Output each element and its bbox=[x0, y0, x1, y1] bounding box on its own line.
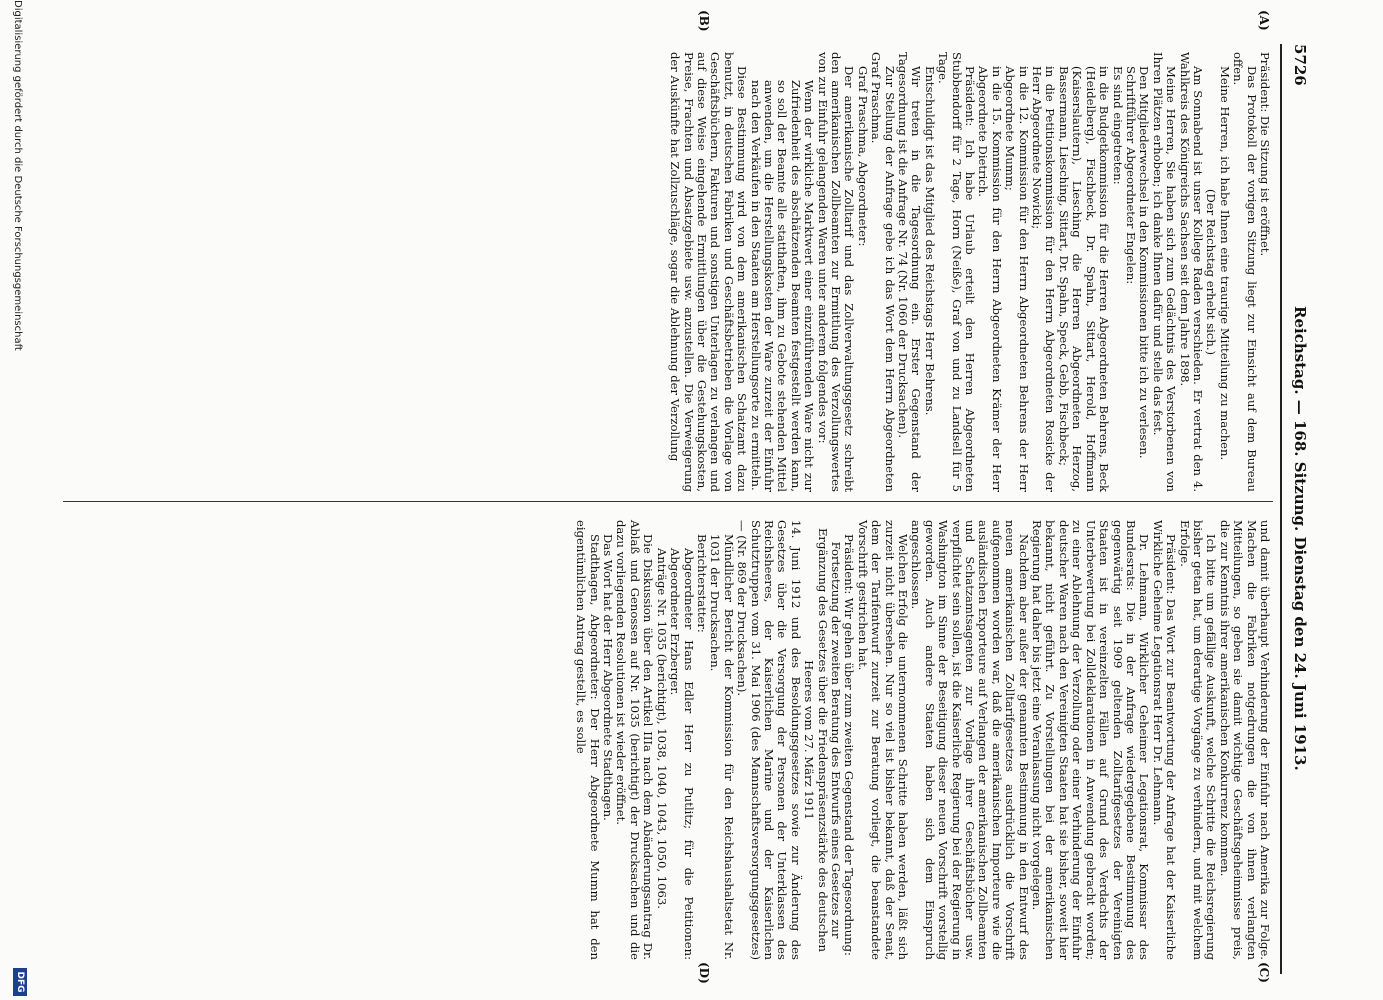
paragraph: Diese Bestimmung wird von dem amerikanischen Schatzamt dazu benutzt, in deutschen Fabriken und Geschäftsbetrieben die Vorlage von Geschäftsbüchern, Fakturen und sonstigen Unterlagen zu verlangen und auf diese Weise eingehende Ermittlungen über die Gestehungskosten, Preise, Frachten und Absatzgebiete usw. anzustellen. Die Verweigerung der Auskünfte hat Zollzuschläge, sogar die Ablehnung der Verzollung bbox=[668, 52, 750, 492]
paragraph: Präsident: Die Sitzung ist eröffnet. bbox=[1258, 52, 1272, 257]
paragraph: Nachdem aber außer der genannten Bestimmung in den Entwurf des neuen amerikanischen Zolltarifgesetzes ausdrücklich die Vorschrift aufgenommen worden war, daß die amerikanischen Importeure wie die ausländischen Exporteure auf Verlangen der amerikanischen Zollbeamten und Schatzamtsagenten zur Vorlage ihrer Geschäftsbücher usw. verpflichtet sein sollen, ist die Kaiserliche Regierung bei der Regierung in Washington im Sinne der Beseitigung dieser neuen Vorschrift vorstellig geworden. Auch andere Staaten haben sich dem Einspruch angeschlossen. bbox=[909, 520, 1031, 960]
speaker-line: Graf Praschma, Abgeordneter: bbox=[855, 66, 870, 247]
paragraph: in die Budgetkommission für die Herren Abgeordneten Behrens, Beck (Heidelberg), Fischbeck, Dr. Spahn, Sittart, Herold, Hoffmann (Kaiserslautern), Liesching die Herren Abgeordneten Herzog, Bassermann, Liesching, Sittart, Dr. Spahn, Speck, Gebb, Fischbeck; bbox=[1056, 66, 1112, 492]
paragraph: Ich bitte um gefällige Auskunft, welche Schritte die Reichsregierung bisher getan hat, um derartige Vorgänge zu verhindern, und mit welchem Erfolge. bbox=[1177, 520, 1219, 960]
margin-marker-b: (B) bbox=[697, 10, 711, 32]
paragraph: Welchen Erfolg die unternommenen Schritte haben werden, läßt sich zurzeit nicht übersehen. Nur so viel ist bisher bekannt, daß der Senat, dem der Tarifentwurf zurzeit zur Beratung vorliegt, die beanstandete Vorschrift gestrichen hat. bbox=[855, 520, 911, 960]
paragraph: und damit überhaupt Verhinderung der Einfuhr nach Amerika zur Folge. Machen die Fabriken notgedrungen die von ihnen verlangten Mitteilungen, so geben sie damit wichtige Geschäftsgeheimnisse preis, die zur Kenntnis ihrer amerikanischen Konkurrenz kommen. bbox=[1217, 520, 1272, 960]
paragraph: Meine Herren, ich habe Ihnen eine traurige Mitteilung zu machen. bbox=[1217, 66, 1232, 461]
paragraph: Das Wort hat der Herr Abgeordnete Stadthagen. bbox=[601, 534, 616, 821]
header-rule bbox=[1280, 44, 1282, 974]
paragraph: Der amerikanische Zolltarif und das Zollverwaltungsgesetz schreibt den amerikanischen Zollbeamten zur Ermittlung des Verzollungswertes von zur Einfuhr gelangenden Waren unter anderem folgendes vor: bbox=[815, 52, 857, 492]
column-divider bbox=[63, 501, 1273, 502]
paragraph: Entschuldigt ist das Mitglied des Reichstags Herr Behrens. bbox=[922, 66, 937, 416]
paragraph: Wir treten in die Tagesordnung ein. Erster Gegenstand der Tagesordnung ist die Anfrage Nr. 74 (Nr. 1060 der Drucksachen). bbox=[896, 52, 924, 492]
left-column bbox=[668, 52, 1271, 492]
paragraph: Dr. Lehmann, Wirklicher Geheimer Legationsrat, Kommissar des Bundesrats: Die in der Anfrage wiedergegebene Bestimmung des gegenwärtig seit 1909 geltenden Zolltarifgesetzes der Vereinigten Staaten ist in vereinzelten Fällen auf Grund des Verdachts der Unterbewertung bei Zolldeklarationen in Anwendung gebracht worden; zu einer Ablehnung der Verzollung oder einer Verhinderung der Einfuhr deutscher Waren nach den Vereinigten Staaten hat sie bisher, soweit hier bekannt, nicht geführt. Zu Vorstellungen bei der amerikanischen Regierung hat daher bis jetzt eine Veranlassung nicht vorgelegen. bbox=[1030, 520, 1152, 960]
speaker-line: Schriftführer Abgeordneter Engelen: bbox=[1123, 66, 1138, 285]
paragraph: Es sind eingetreten: bbox=[1110, 66, 1125, 185]
paragraph: in die 12. Kommission für den Herrn Abgeordneten Behrens der Herr Abgeordnete Mumm; bbox=[1003, 66, 1031, 492]
stage-direction: (Der Reichstag erhebt sich.) bbox=[1204, 188, 1219, 356]
margin-marker-c: (C) bbox=[1257, 962, 1271, 983]
paragraph: in die 15. Kommission für den Herrn Abgeordneten Krämer der Herr Abgeordnete Dietrich. bbox=[976, 66, 1004, 492]
digitization-credit: Digitalisierung gefördert durch die Deutsche Forschungsgemeinschaft bbox=[12, 0, 23, 351]
paragraph: Mündlicher Bericht der Kommission für den Reichshaushaltsetat Nr. 1031 der Drucksachen. bbox=[708, 534, 736, 960]
quoted-regulation: Wenn der wirkliche Marktwert einer einzuführenden Ware nicht zur Zufriedenheit des abschätzenden Beamten festgestellt werden kann, so soll der Beamte alle statthaften, ihm zu Gebote stehenden Mittel anwenden, um die Herstellungskosten der Ware zurzeit der Einfuhr nach den Verkäufen in den Staaten am Herstellungsorte zu ermitteln. bbox=[748, 80, 817, 492]
header-title: Reichstag. — 168. Sitzung. Dienstag den 24. Juni 1913. bbox=[1291, 306, 1309, 771]
paragraph: in die Petitionskommission für den Herrn Abgeordneten Rosicke der Herr Abgeordnete Nowicki; bbox=[1030, 66, 1058, 492]
paragraph: Stadthagen, Abgeordneter: Der Herr Abgeordnete Mumm hat den eigentümlichen Antrag gestellt, es solle bbox=[574, 520, 602, 960]
right-column bbox=[574, 520, 1271, 960]
running-header bbox=[1283, 44, 1309, 956]
paragraph: Präsident: Wir gehen über zum zweiten Gegenstand der Tagesordnung: bbox=[842, 534, 857, 956]
paragraph: Das Protokoll der vorigen Sitzung liegt zur Einsicht auf dem Bureau offen. bbox=[1231, 52, 1259, 492]
page-number: 5726 bbox=[1291, 44, 1309, 86]
agenda-item: Fortsetzung der zweiten Beratung des Entwurfs eines Gesetzes zur Ergänzung des Gesetzes über die Friedenspräsenzstärke des deutschen Heeres vom 27. März 1911 bbox=[802, 527, 843, 953]
dfg-logo: DFG bbox=[13, 968, 27, 996]
paragraph: Präsident: Ich habe Urlaub erteilt den Herren Abgeordneten Stubbendorff für 2 Tage, Horn (Neiße), Graf von und zu Landsell für 5 Tage. bbox=[936, 52, 978, 492]
paragraph: Zur Stellung der Anfrage gebe ich das Wort dem Herrn Abgeordneten Graf Praschma. bbox=[869, 52, 897, 492]
agenda-item: 14. Juni 1912 und des Besoldungsgesetzes sowie zur Änderung des Gesetzes über die Versorgung der Personen der Unterklassen des Reichsheeres, der Kaiserlichen Marine und der Kaiserlichen Schutztruppen vom 31. Mai 1906 (des Mannschaftsversorgungsgesetzes) — (Nr. 869 der Drucksachen). bbox=[735, 520, 803, 960]
paragraph: Anträge Nr. 1035 (berichtigt), 1038, 1040, 1043, 1050, 1063. bbox=[654, 548, 669, 909]
paragraph: Den Mitgliederwechsel in den Kommissionen bitte ich zu verlesen. bbox=[1137, 66, 1152, 459]
paragraph: Am Sonnabend ist unser Kollege Raden verschieden. Er vertrat den 4. Wahlkreis des Königreichs Sachsen seit dem Jahre 1898. bbox=[1177, 52, 1205, 492]
margin-marker-d: (D) bbox=[697, 962, 711, 984]
paragraph: Meine Herren, Sie haben sich zum Gedächtnis des Verstorbenen von Ihren Plätzen erhoben; ich danke Ihnen dafür und stelle das fest. bbox=[1150, 52, 1179, 492]
paragraph: Die Diskussion über den Artikel IIIa nach dem Abänderungsantrag Dr. Ablaß und Genossen auf Nr. 1035 (berichtigt) der Drucksachen und die dazu vorliegenden Resolutionen ist wieder eröffnet. bbox=[614, 520, 656, 960]
paragraph: Abgeordneter Hans Edler Herr zu Putlitz; für die Petitionen: Abgeordneter Erzberger. bbox=[668, 548, 696, 960]
margin-marker-a: (A) bbox=[1257, 10, 1271, 31]
paragraph: Präsident: Das Wort zur Beantwortung der Anfrage hat der Kaiserliche Wirkliche Geheime Legationsrat Herr Dr. Lehmann. bbox=[1150, 520, 1179, 960]
paragraph: Berichterstatter: bbox=[694, 534, 709, 633]
